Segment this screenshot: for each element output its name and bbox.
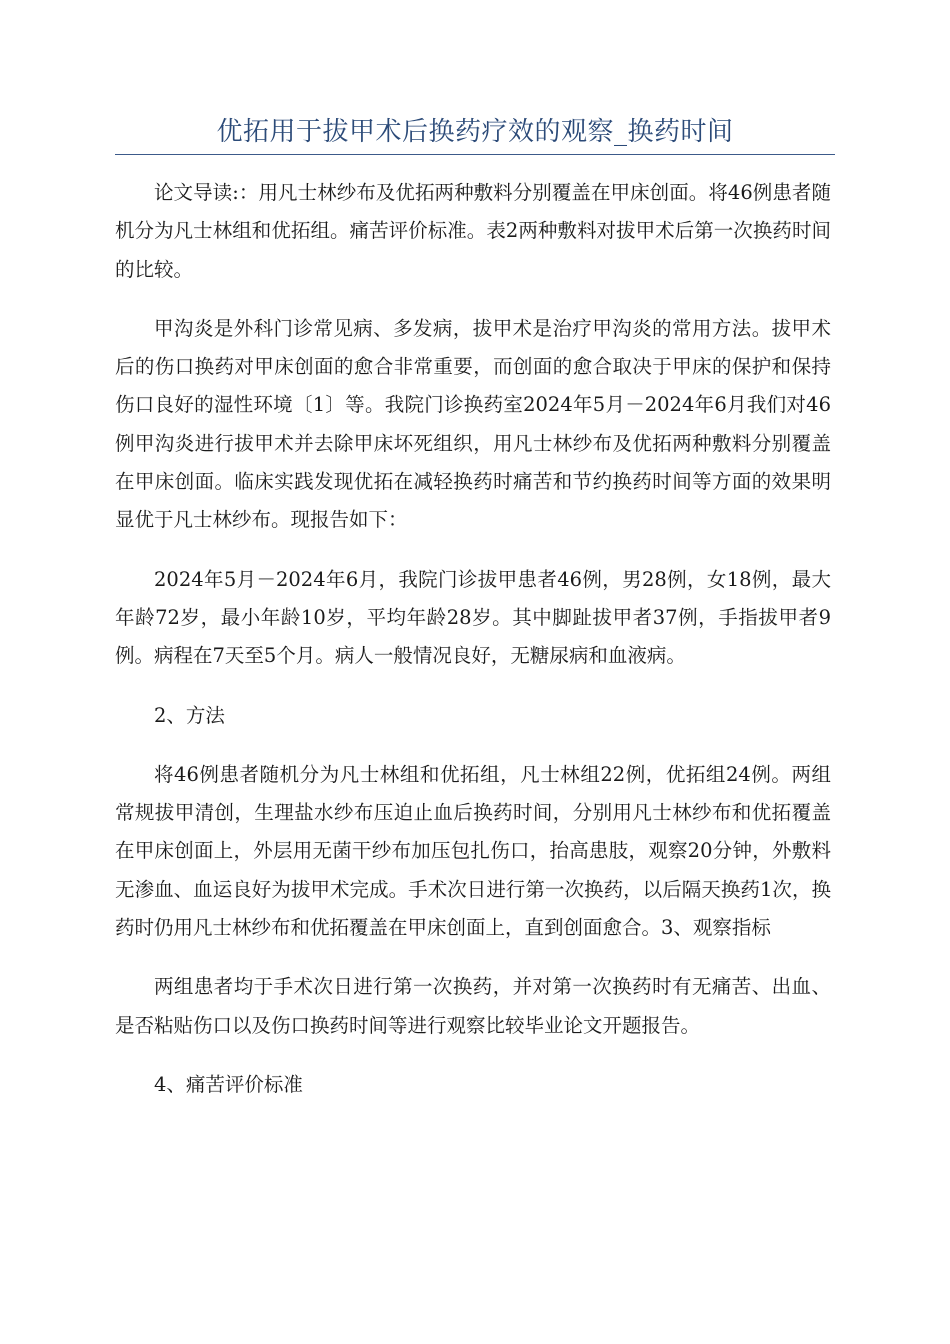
document-body	[115, 174, 831, 1125]
paragraph-observation: 两组患者均于手术次日进行第一次换药，并对第一次换药时有无痛苦、出血、是否粘贴伤口以及伤口换药时间等进行观察比较毕业论文开题报告。	[115, 975, 831, 1037]
section-heading-pain-criteria: 4、痛苦评价标准	[154, 1072, 303, 1096]
section-heading-methods: 2、方法	[154, 703, 225, 727]
paragraph-abstract: 论文导读:：用凡士林纱布及优拓两种敷料分别覆盖在甲床创面。将46例患者随机分为凡士林组和优拓组。痛苦评价标准。表2两种敷料对拔甲术后第一次换药时间的比较。	[115, 181, 831, 281]
document-title: 优拓用于拔甲术后换药疗效的观察_换药时间	[216, 117, 734, 147]
paragraph-introduction: 甲沟炎是外科门诊常见病、多发病，拔甲术是治疗甲沟炎的常用方法。拔甲术后的伤口换药对甲床创面的愈合非常重要，而创面的愈合取决于甲床的保护和保持伤口良好的湿性环境〔1〕等。我院门诊换药室2024年5月－2024年6月我们对46例甲沟炎进行拔甲术并去除甲床坏死组织，用凡士林纱布及优拓两种敷料分别覆盖在甲床创面。临床实践发现优拓在减轻换药时痛苦和节约换药时间等方面的效果明显优于凡士林纱布。现报告如下：	[115, 316, 831, 532]
paragraph-methods: 将46例患者随机分为凡士林组和优拓组，凡士林组22例，优拓组24例。两组常规拔甲清创，生理盐水纱布压迫止血后换药时间，分别用凡士林纱布和优拓覆盖在甲床创面上，外层用无菌干纱布加压包扎伤口，抬高患肢，观察20分钟，外敷料无渗血、血运良好为拔甲术完成。手术次日进行第一次换药，以后隔天换药1次，换药时仍用凡士林纱布和优拓覆盖在甲床创面上，直到创面愈合。3、观察指标	[115, 762, 831, 940]
title-underline	[115, 154, 835, 155]
paragraph-patients: 2024年5月－2024年6月，我院门诊拔甲患者46例，男28例，女18例，最大年龄72岁，最小年龄10岁，平均年龄28岁。其中脚趾拔甲者37例，手指拔甲者9例。病程在7天至5个月。病人一般情况良好，无糖尿病和血液病。	[115, 567, 831, 668]
